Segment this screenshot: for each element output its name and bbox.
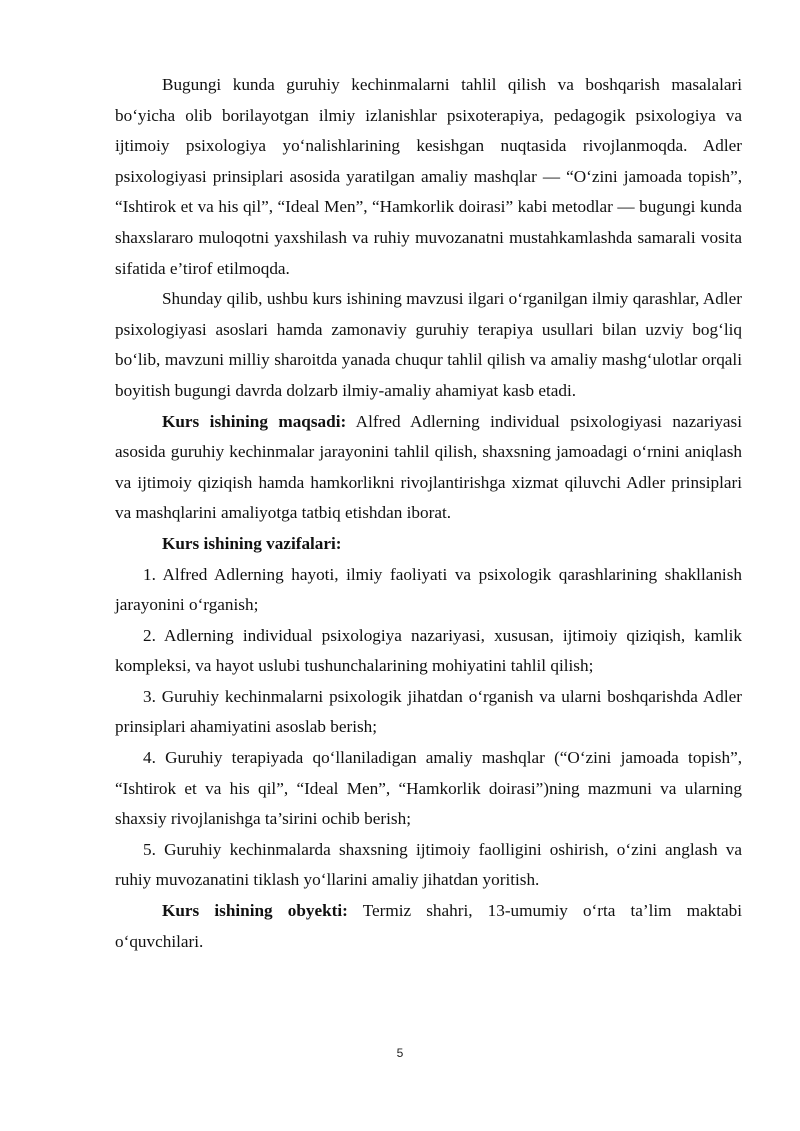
task-item-3: 3. Guruhiy kechinmalarni psixologik jihatdan o‘rganish va ularni boshqarishda Adler prinsiplari ahamiyatini asoslab berish; [115, 686, 742, 737]
task-item-2: 2. Adlerning individual psixologiya nazariyasi, xususan, ijtimoiy qiziqish, kamlik kompleksi, va hayot uslubi tushunchalarining mohiyatini tahlil qilish; [115, 625, 742, 676]
goal-paragraph [115, 407, 742, 529]
goal-label: Kurs ishining maqsadi: [162, 411, 347, 431]
task-item-1: 1. Alfred Adlerning hayoti, ilmiy faoliyati va psixologik qarashlarining shakllanish jarayonini o‘rganish; [115, 564, 742, 615]
tasks-heading: Kurs ishining vazifalari: [162, 533, 342, 553]
task-item-5: 5. Guruhiy kechinmalarda shaxsning ijtimoiy faolligini oshirish, o‘zini anglash va ruhiy muvozanatini tiklash yo‘llarini amaliy jihatdan yoritish. [115, 839, 742, 890]
object-text: Termiz shahri, 13-umumiy o‘rta ta’lim maktabi o‘quvchilari. [115, 901, 743, 951]
page-number: 5 [396, 1046, 404, 1060]
paragraph-summary: Shunday qilib, ushbu kurs ishining mavzusi ilgari o‘rganilgan ilmiy qarashlar, Adler psixologiyasi asoslari hamda zamonaviy guruhiy terapiya usullari bilan uzviy bog‘liq bo‘lib, mavzuni milliy sharoitda yanada chuqur tahlil qilish va amaliy mashg‘ulotlar orqali boyitish bugungi davrda dolzarb ilmiy-amaliy ahamiyat kasb etadi. [115, 289, 742, 400]
task-item-4: 4. Guruhiy terapiyada qo‘llaniladigan amaliy mashqlar (“O‘zini jamoada topish”, “Ishtirok et va his qil”, “Ideal Men”, “Hamkorlik doirasi”)ning mazmuni va ularning shaxsiy rivojlanishga ta’sirini ochib berish; [115, 748, 742, 829]
paragraph-intro: Bugungi kunda guruhiy kechinmalarni tahlil qilish va boshqarish masalalari bo‘yicha olib borilayotgan ilmiy izlanishlar psixoterapiya, pedagogik psixologiya va ijtimoiy psixologiya yo‘nalishlarining kesishgan nuqtasida rivojlanmoqda. Adler psixologiyasi prinsiplari asosida yaratilgan amaliy mashqlar — “O‘zini jamoada topish”, “Ishtirok et va his qil”, “Ideal Men”, “Hamkorlik doirasi” kabi metodlar — bugungi kunda shaxslararo muloqotni yaxshilash va ruhiy muvozanatni mustahkamlashda samarali vosita sifatida e’tirof etilmoqda. [115, 75, 742, 278]
document-page [115, 70, 742, 957]
object-paragraph [115, 896, 742, 957]
object-label: Kurs ishining obyekti: [162, 901, 348, 921]
goal-text: Alfred Adlerning individual psixologiyasi nazariyasi asosida guruhiy kechinmalar jarayonini tahlil qilish, shaxsning jamoadagi o‘rnini aniqlash va ijtimoiy qiziqish hamda hamkorlikni rivojlantirishga xizmat qiluvchi Adler prinsiplari va mashqlarini amaliyotga tatbiq etishdan iborat. [115, 411, 743, 523]
